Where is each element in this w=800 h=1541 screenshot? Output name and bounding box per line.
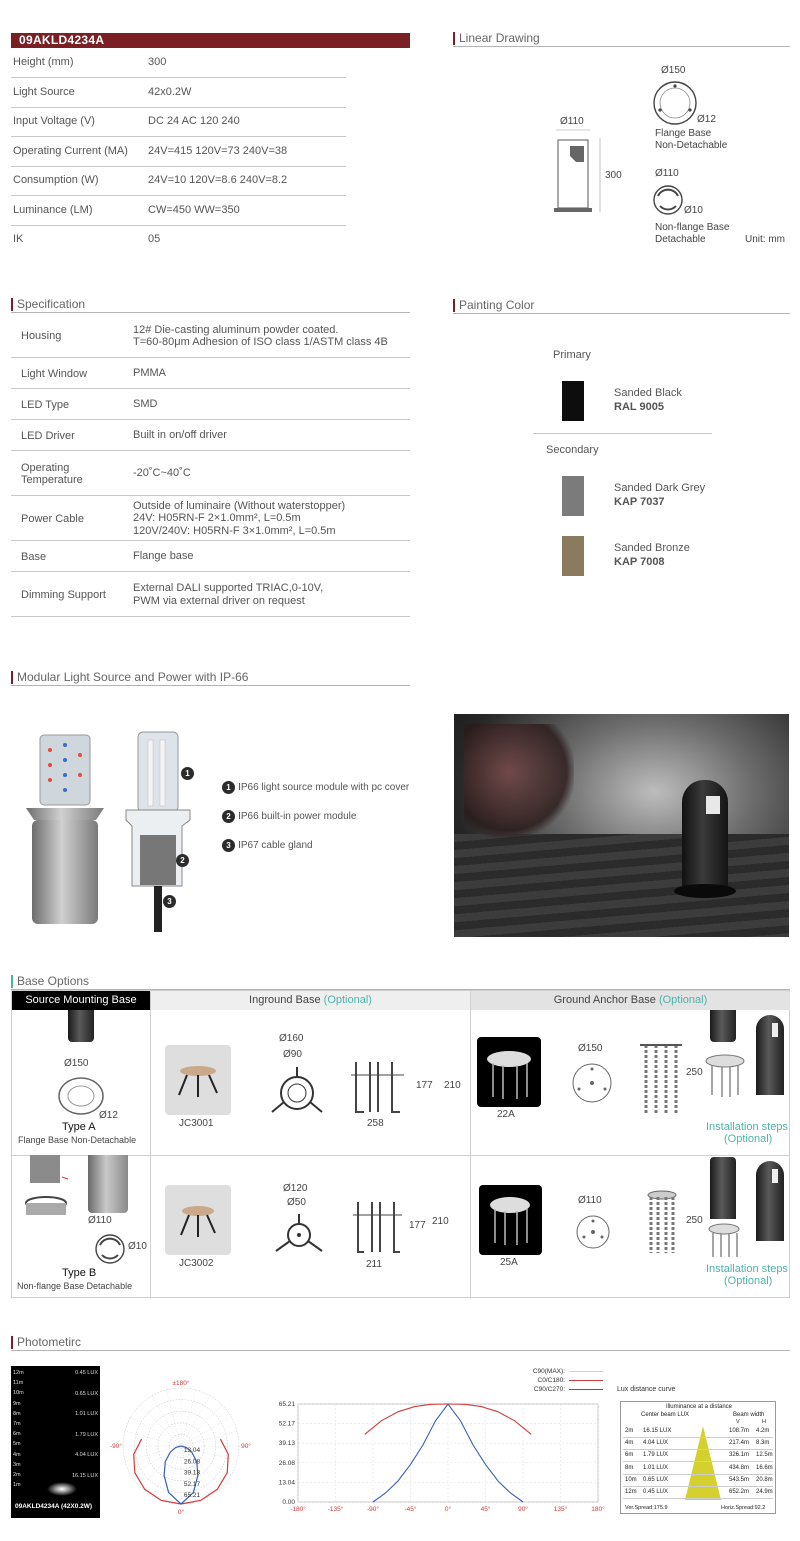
illum-cell: 16.6m <box>756 1464 773 1471</box>
nonflange-hole-label: Ø10 <box>684 205 703 216</box>
type-b-base-icon <box>94 1233 126 1265</box>
primary-label: Primary <box>553 349 591 361</box>
y-tick-label: 26.08 <box>278 1459 295 1467</box>
illum-cell: 652.2m <box>729 1489 750 1495</box>
jc3001-label: JC3001 <box>179 1118 214 1129</box>
flange-base-sub: Non-Detachable <box>655 140 728 151</box>
installation-photo <box>454 714 789 937</box>
lux-label: 1.79 LUX <box>75 1431 98 1438</box>
x-tick-label: -90° <box>367 1506 379 1513</box>
color-code-black: RAL 9005 <box>614 401 664 413</box>
param-value: 24V=415 120V=73 240V=38 <box>148 144 288 157</box>
curve-legend <box>529 1368 603 1395</box>
illum-row-divider <box>623 1461 773 1462</box>
color-name-black: Sanded Black <box>614 387 682 399</box>
distance-label: 11m <box>13 1380 24 1387</box>
callout-2: 2 <box>176 854 189 867</box>
polar-right-label: 90° <box>241 1443 251 1450</box>
model-title: 09AKLD4234A <box>11 33 410 48</box>
illum-row-divider <box>623 1437 773 1438</box>
distance-label: 8m <box>13 1410 21 1417</box>
spec-key: Operating Temperature <box>21 461 83 486</box>
y-tick-label: 13.04 <box>278 1479 295 1487</box>
spec-value: External DALI supported TRIAC,0-10V, PWM via external driver on request <box>133 582 324 607</box>
jc3001-image <box>165 1045 231 1115</box>
param-value: 05 <box>148 233 161 245</box>
polar-ring-label: 65.21 <box>183 1492 201 1500</box>
specification-heading: Specification <box>11 297 410 313</box>
illum-cell: 10m <box>625 1476 637 1483</box>
anchor-b-h: 250 <box>686 1215 703 1226</box>
anchor-25a-label: 25A <box>500 1257 518 1268</box>
photometric-heading: Photometirc <box>11 1335 790 1351</box>
illum-row-divider <box>623 1486 773 1487</box>
spec-value: Outside of luminaire (Without waterstopper) 24V: H05RN-F 2×1.0mm², L=0.5m 120V/240V: H05RN-F 3×1.0mm², L=0.5m <box>133 499 346 537</box>
inground-a-side <box>346 1057 416 1117</box>
color-swatch-dark-grey <box>562 476 584 516</box>
illum-cell: 434.8m <box>729 1464 750 1471</box>
param-key: Height (mm) <box>13 56 74 68</box>
spec-row <box>11 496 410 541</box>
distance-label: 12m <box>13 1370 24 1376</box>
illum-cell: 543.5m <box>729 1476 750 1483</box>
x-tick-label: -180° <box>290 1506 306 1513</box>
spec-key: Base <box>21 550 47 563</box>
illum-cell: 24.9m <box>756 1489 773 1495</box>
base-options-heading: Base Options <box>11 974 790 990</box>
install-steps-b: Installation steps (Optional) <box>706 1263 788 1287</box>
type-b-hole: Ø10 <box>128 1241 147 1252</box>
param-row <box>11 166 346 196</box>
x-tick-label: -45° <box>404 1506 417 1513</box>
spec-value: 12# Die-casting aluminum powder coated. T=60-80μm Adhesion of ISO class 1/ASTM class 4B <box>133 323 388 348</box>
inground-a-top-d: Ø160 <box>279 1033 304 1044</box>
spec-row <box>11 314 410 358</box>
type-b-label: Non-flange Base Detachable <box>17 1281 133 1291</box>
lux-label: 0.45 LUX <box>75 1370 98 1376</box>
illum-cell: 0.45 LUX <box>643 1489 669 1495</box>
param-row <box>11 137 346 167</box>
spec-row <box>11 541 410 572</box>
distance-label: 9m <box>13 1400 21 1407</box>
polar-left-label: -90° <box>110 1443 122 1450</box>
illum-cell: 8m <box>625 1464 634 1471</box>
type-a-diameter: Ø150 <box>64 1058 89 1069</box>
inground-a-h1: 177 <box>416 1080 433 1091</box>
polar-top-label: ±180° <box>172 1380 190 1387</box>
module-cutaway <box>120 730 198 935</box>
spec-key: Housing <box>21 330 62 342</box>
polar-ring-label: 26.08 <box>183 1458 201 1466</box>
lux-label: 4.04 LUX <box>75 1452 98 1458</box>
lux-label: 1.01 LUX <box>75 1411 98 1417</box>
y-tick-label: 65.21 <box>278 1401 295 1408</box>
color-code-bronze: KAP 7008 <box>614 556 665 568</box>
flange-diameter-label: Ø150 <box>661 65 686 76</box>
param-row <box>11 196 346 226</box>
anchor-25a-image <box>479 1185 542 1255</box>
legend-entry: C90/C270: <box>529 1386 603 1395</box>
spec-value: -20˚C~40˚C <box>133 467 191 480</box>
param-key: Light Source <box>13 85 75 98</box>
illum-cell: 12.5m <box>756 1452 773 1459</box>
param-value: CW=450 WW=350 <box>148 203 240 216</box>
type-b-diameter: Ø110 <box>88 1215 112 1226</box>
color-swatch-bronze <box>562 536 584 576</box>
y-tick-label: 52.17 <box>278 1420 295 1428</box>
param-key: Input Voltage (V) <box>13 115 95 127</box>
lux-distance-image <box>11 1366 100 1518</box>
flange-base-label: Flange Base <box>655 128 712 139</box>
nonflange-base-sub: Detachable <box>655 234 706 245</box>
polar-ring-label: 39.13 <box>183 1469 201 1477</box>
inground-a-inner-d: Ø90 <box>283 1049 302 1060</box>
lux-label: 0.65 LUX <box>75 1390 98 1397</box>
illum-row-divider <box>623 1498 773 1499</box>
x-tick-label: 90° <box>518 1506 528 1513</box>
col-source-mounting: Source Mounting Base <box>12 991 150 1010</box>
secondary-label: Secondary <box>546 444 599 456</box>
y-tick-label: 39.13 <box>278 1440 295 1448</box>
bollard-drawing <box>540 110 630 220</box>
illum-cell: 108.7m <box>729 1428 750 1434</box>
lux-label: 16.15 LUX <box>72 1472 98 1479</box>
spec-row <box>11 420 410 451</box>
lux-caption: 09AKLD4234A (42X0.2W) <box>15 1503 93 1510</box>
color-code-dark-grey: KAP 7037 <box>614 496 665 508</box>
anchor-22a-image <box>477 1037 541 1107</box>
param-row <box>11 225 346 255</box>
jc3002-image <box>165 1185 231 1255</box>
x-tick-label: 0° <box>444 1506 452 1513</box>
distance-label: 5m <box>13 1441 21 1448</box>
param-key: Consumption (W) <box>13 174 99 186</box>
distance-label: 10m <box>13 1390 24 1397</box>
type-a-title: Type A <box>62 1121 96 1133</box>
inground-b-side <box>350 1197 410 1257</box>
param-row <box>11 48 346 78</box>
type-b-exploded <box>22 1155 72 1225</box>
nonflange-diameter-label: Ø110 <box>655 168 679 179</box>
anchor-b-plan <box>574 1213 612 1251</box>
illum-cell: 8.3m <box>756 1440 770 1447</box>
polar-chart <box>110 1376 260 1516</box>
spec-value: Flange base <box>133 550 194 563</box>
module-item-2: 2 IP66 built-in power module <box>222 810 356 823</box>
jc3002-label: JC3002 <box>179 1258 214 1269</box>
legend-entry: C90(MAX): <box>529 1368 603 1377</box>
module-photo <box>18 730 113 930</box>
illum-cell: 4.2m <box>756 1428 770 1434</box>
diameter-110-label: Ø110 <box>560 116 584 127</box>
color-swatch-black <box>562 381 584 421</box>
illum-cell: 4.04 LUX <box>643 1440 669 1447</box>
param-value: 24V=10 120V=8.6 240V=8.2 <box>148 174 288 186</box>
illum-cell: 1.01 LUX <box>643 1464 669 1471</box>
anchor-22a-label: 22A <box>497 1109 515 1120</box>
distance-label: 1m <box>13 1482 21 1489</box>
inground-b-w: 211 <box>366 1259 382 1270</box>
param-value: 300 <box>148 56 167 68</box>
illuminance-table: Illuminance at a distance Center beam LUX Beam width V H 2m 16.15 LUX 108.7m 4.2m 4m 4.04 LUX 217.4m 8.3m 6m 1.79 LUX 326.1m 12.5m 8m 1.01 LUX 434.8m 16.6m 10m 0.65 LUX 543.5m 20.8m 12m 0.45 LUX 652.2m 24.9m Ver.Spread:175.9 Horiz.Spread:92.2 <box>620 1401 776 1514</box>
linear-drawing-heading: Linear Drawing <box>453 31 790 47</box>
inground-a-h2: 210 <box>444 1080 461 1091</box>
illum-cell: 2m <box>625 1428 634 1434</box>
param-row <box>11 107 346 137</box>
nonflange-base-icon <box>652 184 684 216</box>
x-tick-label: 135° <box>553 1506 568 1513</box>
polar-ring-label: 13.04 <box>183 1447 201 1454</box>
spec-value: Built in on/off driver <box>133 429 227 442</box>
distance-label: 7m <box>13 1421 21 1427</box>
y-tick-label: 0.00 <box>282 1499 295 1506</box>
anchor-b-d: Ø110 <box>578 1195 602 1206</box>
spec-key: Light Window <box>21 367 88 380</box>
x-tick-label: 180° <box>591 1506 605 1513</box>
lux-curve-title: Lux distance curve <box>617 1386 676 1393</box>
spec-key: Power Cable <box>21 512 84 525</box>
base-options-table <box>11 990 790 1298</box>
anchor-a-side <box>636 1041 686 1121</box>
module-item-3: 3 IP67 cable gland <box>222 839 313 852</box>
unit-label: Unit: mm <box>745 234 785 245</box>
illum-cell: 0.65 LUX <box>643 1476 669 1483</box>
spec-row <box>11 572 410 617</box>
x-tick-label: -135° <box>327 1506 344 1513</box>
anchor-a-h: 250 <box>686 1067 703 1078</box>
color-name-dark-grey: Sanded Dark Grey <box>614 482 706 494</box>
spec-value: SMD <box>133 398 158 411</box>
illum-cell: 6m <box>625 1452 634 1459</box>
spec-row <box>11 389 410 420</box>
distance-label: 4m <box>13 1451 21 1458</box>
module-item-1: 1 IP66 light source module with pc cover <box>222 781 409 794</box>
spec-key: Dimming Support <box>21 588 106 601</box>
flange-hole-label: Ø12 <box>697 114 716 125</box>
inground-b-plan <box>266 1209 332 1263</box>
color-name-bronze: Sanded Bronze <box>614 542 690 554</box>
param-key: IK <box>13 233 24 245</box>
spec-row <box>11 451 410 496</box>
install-steps-a: Installation steps (Optional) <box>706 1121 788 1145</box>
callout-3: 3 <box>163 895 176 908</box>
illum-row-divider <box>623 1449 773 1450</box>
col-ground-anchor: Ground Anchor Base (Optional) <box>470 991 790 1010</box>
illum-cell: 4m <box>625 1440 634 1447</box>
anchor-a-plan <box>570 1061 614 1105</box>
modular-heading: Modular Light Source and Power with IP-66 <box>11 670 410 686</box>
polar-bottom-label: 0° <box>177 1509 185 1516</box>
inground-b-top-d: Ø120 <box>283 1183 308 1194</box>
illum-cell: 16.15 LUX <box>643 1428 672 1434</box>
col-inground: Inground Base (Optional) <box>150 991 470 1010</box>
inground-a-w: 258 <box>367 1118 384 1129</box>
illum-cell: 1.79 LUX <box>643 1452 669 1459</box>
intensity-line-chart <box>266 1396 606 1518</box>
spec-key: LED Type <box>21 398 70 411</box>
illum-row-divider <box>623 1474 773 1475</box>
legend-entry: C0/C180: <box>529 1377 603 1386</box>
spec-key: LED Driver <box>21 429 75 442</box>
inground-b-h1: 177 <box>409 1220 426 1231</box>
inground-b-h2: 210 <box>432 1216 449 1227</box>
param-key: Operating Current (MA) <box>13 144 128 157</box>
flange-base-icon <box>652 80 698 126</box>
inground-b-inner-d: Ø50 <box>287 1197 306 1208</box>
height-300-label: 300 <box>605 170 622 181</box>
illum-cell: 217.4m <box>729 1440 750 1447</box>
illum-cell: 20.8m <box>756 1476 773 1483</box>
distance-label: 2m <box>13 1472 21 1478</box>
illum-cell: 326.1m <box>729 1452 750 1459</box>
illum-cell: 12m <box>625 1489 637 1495</box>
distance-label: 3m <box>13 1461 21 1468</box>
painting-color-heading: Painting Color <box>453 298 790 314</box>
spec-row <box>11 358 410 389</box>
inground-a-plan <box>262 1065 332 1125</box>
param-row <box>11 78 346 108</box>
type-b-title: Type B <box>62 1267 97 1279</box>
spec-value: PMMA <box>133 367 166 380</box>
callout-1: 1 <box>181 767 194 780</box>
nonflange-base-label: Non-flange Base <box>655 222 730 233</box>
param-value: 42x0.2W <box>148 85 192 98</box>
anchor-a-d: Ø150 <box>578 1043 603 1054</box>
distance-label: 6m <box>13 1431 21 1438</box>
type-a-hole: Ø12 <box>99 1110 118 1121</box>
x-tick-label: 45° <box>480 1506 491 1513</box>
param-value: DC 24 AC 120 240 <box>148 115 240 127</box>
param-key: Luminance (LM) <box>13 203 93 216</box>
anchor-b-side <box>642 1189 682 1259</box>
divider <box>533 433 712 434</box>
polar-ring-label: 52.17 <box>183 1480 201 1488</box>
type-a-label: Flange Base Non-Detachable <box>18 1135 137 1145</box>
